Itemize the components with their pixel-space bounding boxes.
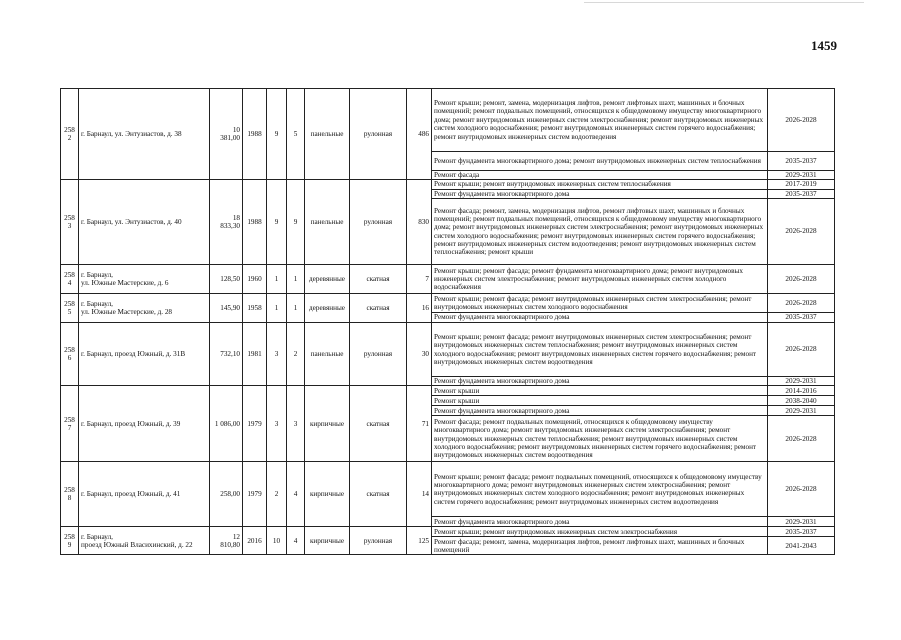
cell-floors: 1 [267,265,287,294]
table-row [61,527,835,537]
cell-area: 145,90 [210,294,243,323]
cell-repair-works: Ремонт фасада; ремонт, замена, модернизация лифтов, ремонт лифтовых шахт, машинных и блочных помещений; ремонт подвальных помещений, относящихся к общедомовому имуществу многоквартирного дома; ремонт внутридомовых инженерных систем электроснабжения; ремонт внутридомовых инженерных систем холодного водоснабжения; ремонт внутридомовых инженерных систем горячего водоснабжения; ремонт внутридомовых инженерных систем водоотведения; ремонт внутридомовых инженерных систем теплоснабжения; ремонт крыши [432,199,768,265]
cell-period: 2029-2031 [768,406,835,416]
cell-repair-works: Ремонт фасада; ремонт, замена, модернизация лифтов, ремонт лифтовых шахт, машинных и блочных помещений [432,537,768,555]
cell-building-number: 258 7 [61,386,79,462]
cell-year: 1958 [243,294,267,323]
cell-building-number: 258 6 [61,323,79,386]
scan-artifact-line [584,2,864,3]
table-row [61,89,835,152]
table-row [61,265,835,294]
cell-period: 2026-2028 [768,416,835,462]
cell-repair-works: Ремонт фундамента многоквартирного дома [432,377,768,386]
cell-repair-works: Ремонт крыши; ремонт фасада; ремонт внутридомовых инженерных систем электроснабжения; ремонт внутридомовых инженерных систем теплоснабжения; ремонт внутридомовых инженерных систем холодного водоснабжения; ремонт внутридомовых инженерных систем горячего водоснабжения; ремонт внутридомовых инженерных систем водоотведения [432,323,768,377]
cell-repair-works: Ремонт фасада [432,171,768,180]
cell-building-number: 258 8 [61,462,79,527]
cell-period: 2035-2037 [768,313,835,323]
cell-wall-material: кирпичные [305,386,350,462]
cell-roof-type: рулонная [350,89,407,180]
cell-entrances: 3 [287,386,305,462]
cell-entrances: 2 [287,323,305,386]
cell-address: г. Барнаул, проезд Южный, д. 39 [79,386,210,462]
cell-period: 2026-2028 [768,462,835,517]
cell-floors: 9 [267,89,287,180]
cell-year: 1979 [243,386,267,462]
cell-wall-material: кирпичные [305,462,350,527]
cell-period: 2035-2037 [768,152,835,171]
cell-period: 2026-2028 [768,199,835,265]
cell-area: 128,50 [210,265,243,294]
table-row [61,386,835,396]
cell-year: 1988 [243,89,267,180]
cell-entrances: 4 [287,527,305,555]
cell-period: 2026-2028 [768,323,835,377]
cell-period: 2014-2016 [768,386,835,396]
cell-repair-works: Ремонт крыши; ремонт внутридомовых инженерных систем электроснабжения [432,527,768,537]
cell-repair-works: Ремонт фундамента многоквартирного дома [432,406,768,416]
repair-schedule-table [60,88,835,555]
cell-wall-material: панельные [305,323,350,386]
table-body [61,89,835,555]
cell-address: г. Барнаул, ул. Южные Мастерские, д. 28 [79,294,210,323]
cell-year: 1981 [243,323,267,386]
cell-period: 2041-2043 [768,537,835,555]
cell-address: г. Барнаул, ул. Южные Мастерские, д. 6 [79,265,210,294]
table-row [61,323,835,377]
cell-repair-works: Ремонт фундамента многоквартирного дома [432,313,768,323]
cell-period: 2026-2028 [768,89,835,152]
cell-period: 2029-2031 [768,377,835,386]
cell-residents: 830 [407,180,432,265]
cell-year: 1979 [243,462,267,527]
cell-building-number: 258 9 [61,527,79,555]
cell-area: 1 086,00 [210,386,243,462]
cell-roof-type: скатная [350,462,407,527]
cell-area: 12 810,80 [210,527,243,555]
table-row [61,180,835,189]
cell-repair-works: Ремонт крыши; ремонт фасада; ремонт подвальных помещений, относящихся к общедомовому имуществу многоквартирного дома; ремонт внутридомовых инженерных систем электроснабжения; ремонт внутридомовых инженерных систем холодного водоснабжения; ремонт внутридомовых инженерных систем горячего водоснабжения; ремонт внутридомовых инженерных систем водоотведения [432,462,768,517]
cell-period: 2035-2037 [768,189,835,198]
cell-building-number: 258 5 [61,294,79,323]
cell-building-number: 258 2 [61,89,79,180]
cell-wall-material: панельные [305,180,350,265]
cell-address: г. Барнаул, проезд Южный Власихинский, д. 22 [79,527,210,555]
cell-roof-type: скатная [350,265,407,294]
cell-entrances: 4 [287,462,305,527]
cell-floors: 10 [267,527,287,555]
cell-repair-works: Ремонт крыши; ремонт внутридомовых инженерных систем теплоснабжения [432,180,768,189]
cell-repair-works: Ремонт фасада; ремонт подвальных помещений, относящихся к общедомовому имуществу многоквартирного дома; ремонт внутридомовых инженерных систем электроснабжения; ремонт внутридомовых инженерных систем теплоснабжения; ремонт внутридомовых инженерных систем холодного водоснабжения; ремонт внутридомовых инженерных систем горячего водоснабжения; ремонт внутридомовых инженерных систем водоотведения [432,416,768,462]
cell-address: г. Барнаул, проезд Южный, д. 41 [79,462,210,527]
cell-residents: 16 [407,294,432,323]
cell-entrances: 1 [287,265,305,294]
cell-entrances: 9 [287,180,305,265]
cell-period: 2017-2019 [768,180,835,189]
cell-floors: 9 [267,180,287,265]
cell-year: 1960 [243,265,267,294]
page-number: 1459 [811,38,837,53]
cell-residents: 30 [407,323,432,386]
table-row [61,462,835,517]
cell-roof-type: скатная [350,386,407,462]
cell-repair-works: Ремонт фундамента многоквартирного дома; ремонт внутридомовых инженерных систем теплоснабжения [432,152,768,171]
cell-repair-works: Ремонт крыши; ремонт фасада; ремонт фундамента многоквартирного дома; ремонт внутридомовых инженерных систем электроснабжения; ремонт внутридомовых инженерных систем холодного водоснабжения [432,265,768,294]
cell-area: 18 833,30 [210,180,243,265]
cell-residents: 14 [407,462,432,527]
cell-floors: 1 [267,294,287,323]
cell-roof-type: рулонная [350,527,407,555]
cell-area: 258,00 [210,462,243,527]
cell-repair-works: Ремонт крыши [432,396,768,406]
cell-wall-material: кирпичные [305,527,350,555]
cell-year: 2016 [243,527,267,555]
cell-floors: 2 [267,462,287,527]
cell-wall-material: деревянные [305,265,350,294]
cell-address: г. Барнаул, проезд Южный, д. 31В [79,323,210,386]
cell-period: 2035-2037 [768,527,835,537]
cell-address: г. Барнаул, ул. Энтузиастов, д. 40 [79,180,210,265]
cell-roof-type: рулонная [350,180,407,265]
cell-residents: 125 [407,527,432,555]
cell-repair-works: Ремонт крыши; ремонт фасада; ремонт внутридомовых инженерных систем электроснабжения; ремонт внутридомовых инженерных систем холодного водоснабжения [432,294,768,313]
cell-wall-material: панельные [305,89,350,180]
cell-entrances: 1 [287,294,305,323]
cell-year: 1988 [243,180,267,265]
cell-period: 2029-2031 [768,171,835,180]
cell-repair-works: Ремонт крыши; ремонт, замена, модернизация лифтов, ремонт лифтовых шахт, машинных и блочных помещений; ремонт подвальных помещений, относящихся к общедомовому имуществу многоквартирного дома; ремонт внутридомовых инженерных систем электроснабжения; ремонт внутридомовых инженерных систем холодного водоснабжения; ремонт внутридомовых инженерных систем горячего водоснабжения; ремонт внутридомовых инженерных систем водоотведения [432,89,768,152]
cell-residents: 486 [407,89,432,180]
cell-period: 2029-2031 [768,517,835,527]
cell-building-number: 258 4 [61,265,79,294]
cell-repair-works: Ремонт фундамента многоквартирного дома [432,517,768,527]
cell-repair-works: Ремонт фундамента многоквартирного дома [432,189,768,198]
cell-period: 2026-2028 [768,294,835,313]
cell-residents: 71 [407,386,432,462]
cell-address: г. Барнаул, ул. Энтузиастов, д. 38 [79,89,210,180]
cell-residents: 7 [407,265,432,294]
cell-period: 2038-2040 [768,396,835,406]
cell-roof-type: рулонная [350,323,407,386]
cell-area: 732,10 [210,323,243,386]
cell-building-number: 258 3 [61,180,79,265]
cell-area: 10 381,00 [210,89,243,180]
cell-repair-works: Ремонт крыши [432,386,768,396]
cell-wall-material: деревянные [305,294,350,323]
cell-floors: 3 [267,323,287,386]
cell-period: 2026-2028 [768,265,835,294]
cell-floors: 3 [267,386,287,462]
cell-entrances: 5 [287,89,305,180]
cell-roof-type: скатная [350,294,407,323]
table-row [61,294,835,313]
